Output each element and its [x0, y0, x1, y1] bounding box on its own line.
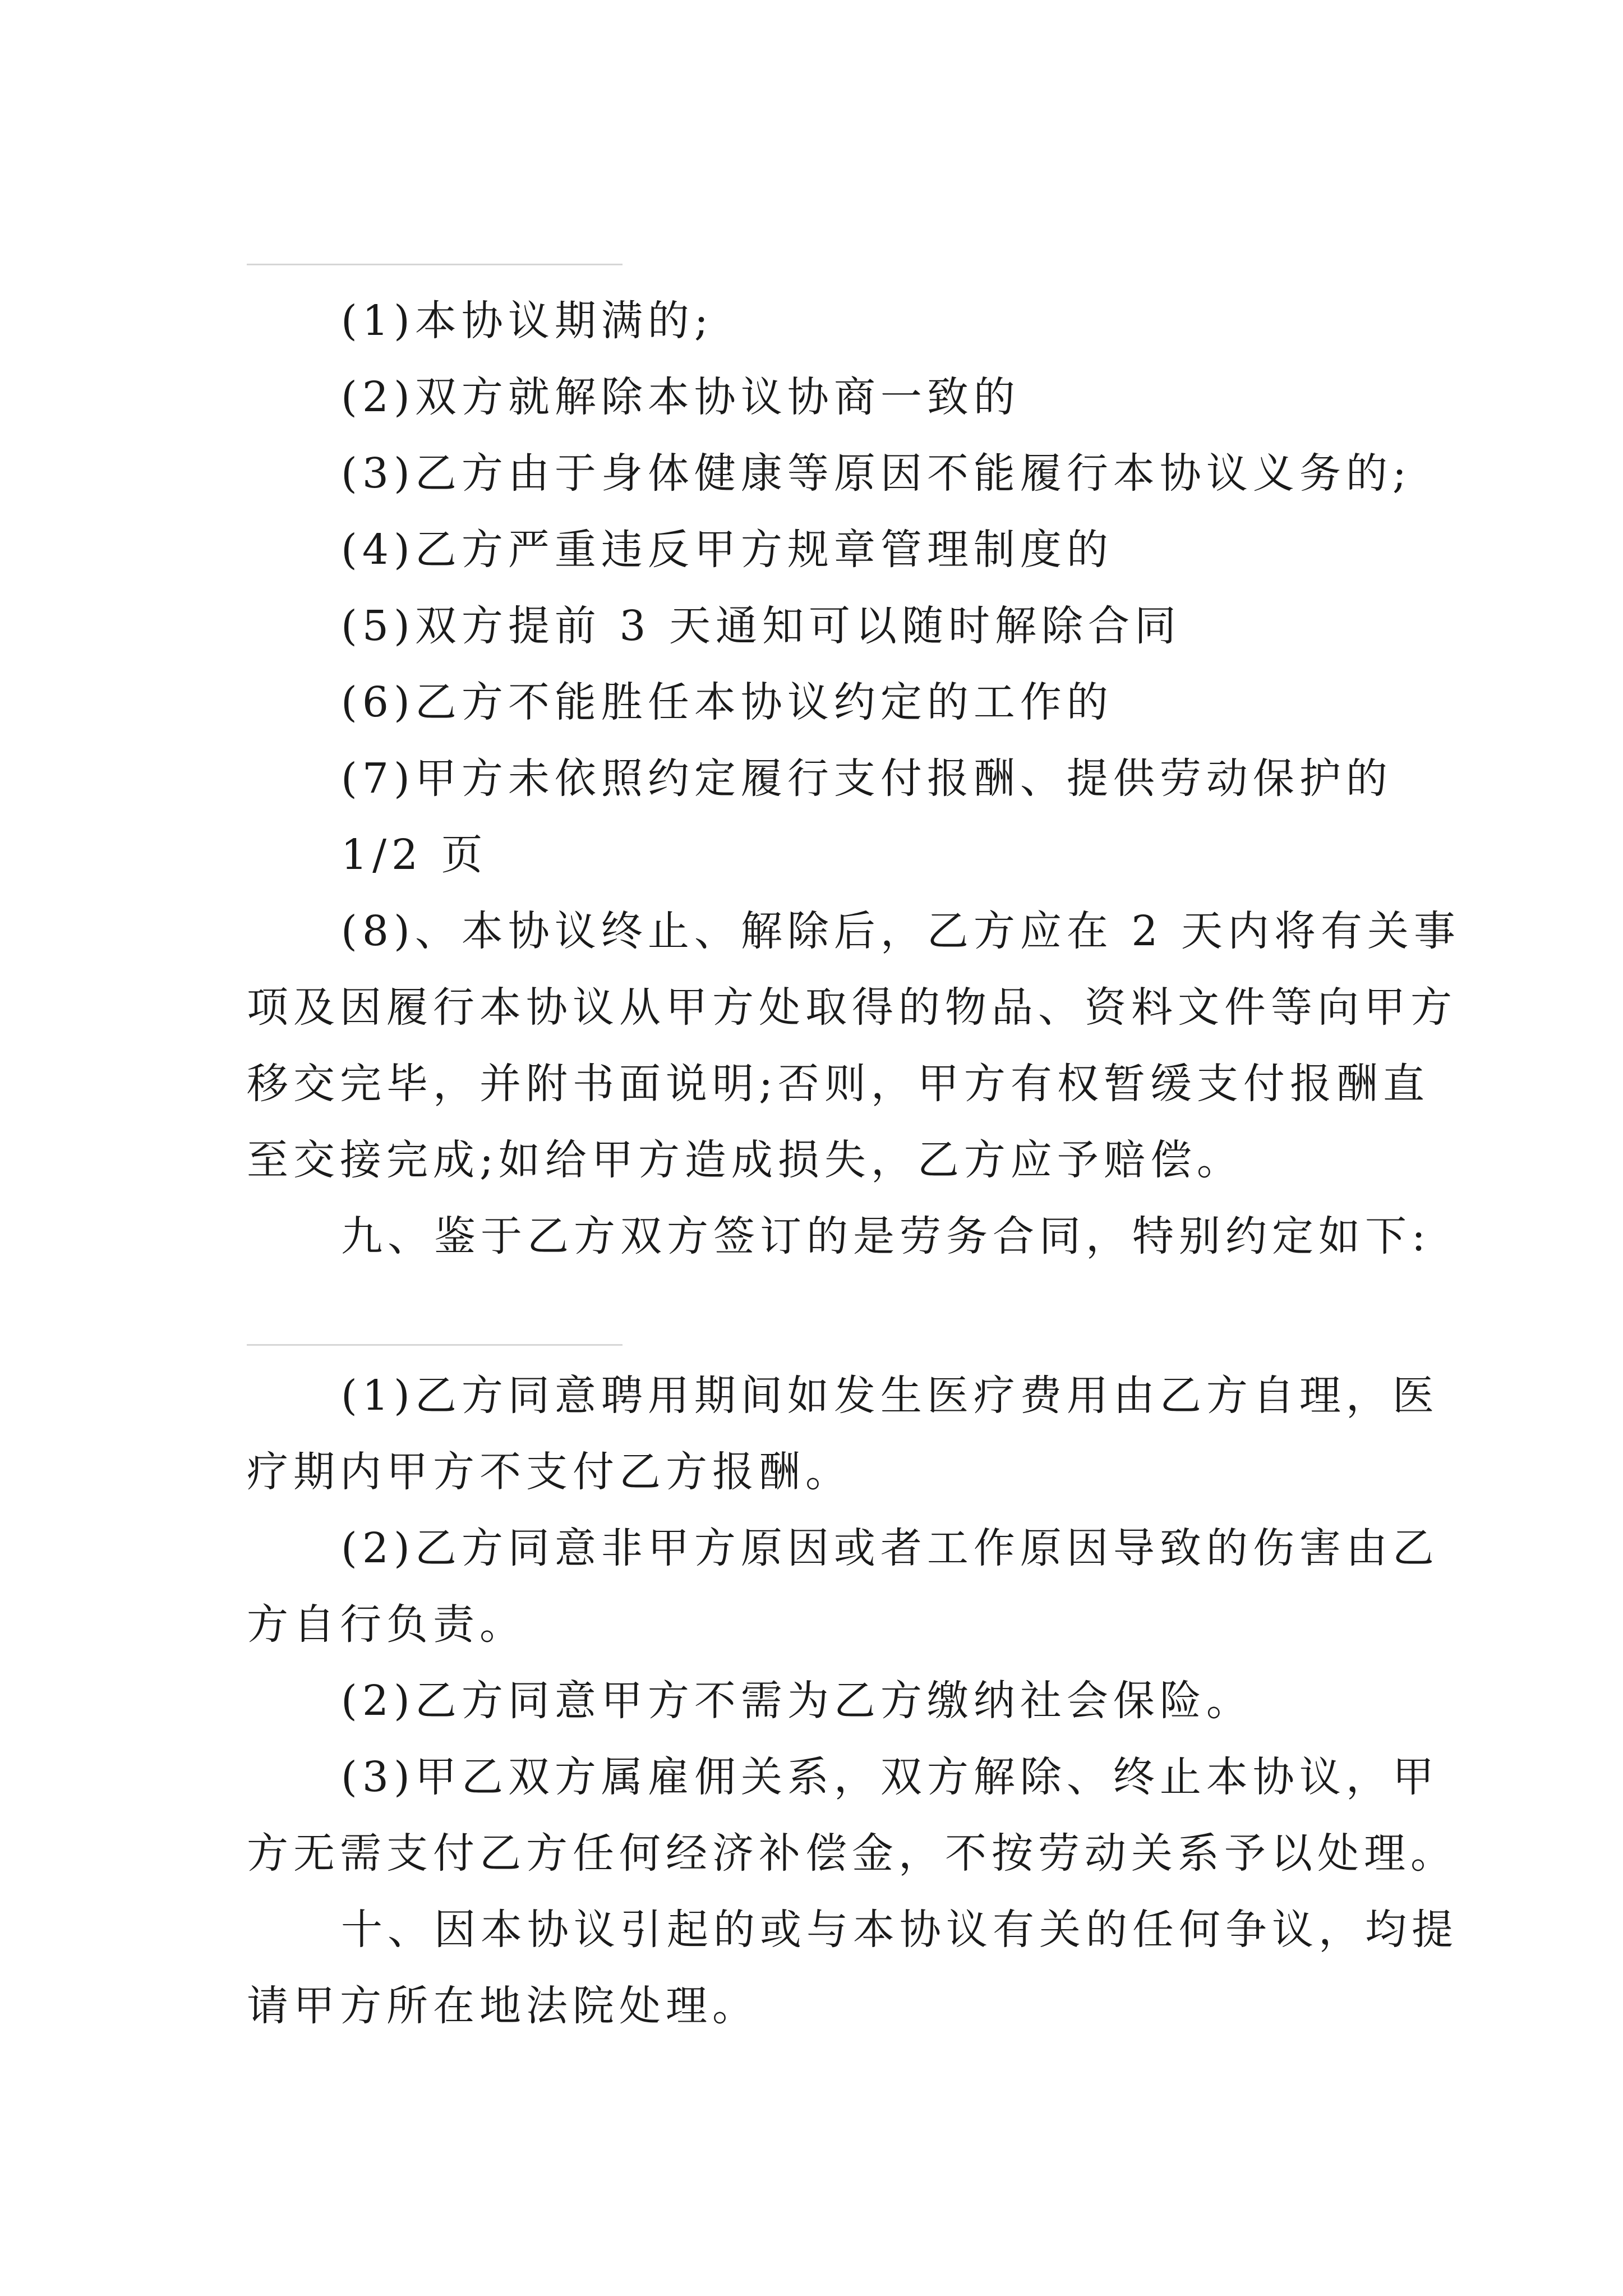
clause-item-7: (7)甲方未依照约定履行支付报酬、提供劳动保护的	[341, 754, 1393, 803]
clause-item-6: (6)乙方不能胜任本协议约定的工作的	[341, 678, 1113, 726]
page-number: 1/2 页	[341, 831, 488, 879]
clause-item-8-line: 项及因履行本协议从甲方处取得的物品、资料文件等向甲方	[247, 983, 1457, 1032]
clause-item-8-line: (8)、本协议终止、解除后，乙方应在 2 天内将有关事	[341, 907, 1460, 955]
clause-item-8	[247, 893, 1460, 1198]
agreement-line: 方无需支付乙方任何经济补偿金，不按劳动关系予以处理。	[247, 1829, 1457, 1878]
clause-item-4: (4)乙方严重违反甲方规章管理制度的	[341, 526, 1113, 574]
clause-item-3: (3)乙方由于身体健康等原因不能履行本协议义务的;	[341, 449, 1412, 498]
agreement-item-2	[247, 1510, 1439, 1663]
agreement-item-2b: (2)乙方同意甲方不需为乙方缴纳社会保险。	[341, 1677, 1253, 1725]
clause-item-8-line: 移交完毕，并附书面说明;否则，甲方有权暂缓支付报酬直	[247, 1060, 1430, 1108]
termination-clauses	[247, 283, 1460, 1274]
clause-ten	[247, 1892, 1458, 2044]
agreement-item-1	[247, 1358, 1439, 1510]
agreement-line: 疗期内甲方不支付乙方报酬。	[247, 1448, 852, 1496]
agreement-line: 方自行负责。	[247, 1600, 526, 1649]
special-agreements	[247, 1358, 1458, 2044]
clause-item-2: (2)双方就解除本协议协商一致的	[341, 373, 1020, 421]
agreement-line: (3)甲乙双方属雇佣关系，双方解除、终止本协议，甲	[341, 1753, 1439, 1801]
section-divider	[247, 1344, 623, 1346]
clause-item-1: (1)本协议期满的;	[341, 297, 713, 345]
agreement-item-3	[247, 1739, 1457, 1892]
clause-nine-heading: 九、鉴于乙方双方签订的是劳务合同，特别约定如下:	[341, 1212, 1431, 1260]
clause-item-8-line: 至交接完成;如给甲方造成损失，乙方应予赔偿。	[247, 1136, 1243, 1184]
clause-ten-line: 请甲方所在地法院处理。	[247, 1982, 759, 2030]
section-divider	[247, 264, 623, 265]
agreement-line: (1)乙方同意聘用期间如发生医疗费用由乙方自理，医	[341, 1372, 1439, 1420]
agreement-line: (2)乙方同意非甲方原因或者工作原因导致的伤害由乙	[341, 1524, 1439, 1572]
clause-ten-line: 十、因本协议引起的或与本协议有关的任何争议，均提	[341, 1906, 1458, 1954]
clause-item-5: (5)双方提前 3 天通知可以随时解除合同	[341, 602, 1181, 650]
